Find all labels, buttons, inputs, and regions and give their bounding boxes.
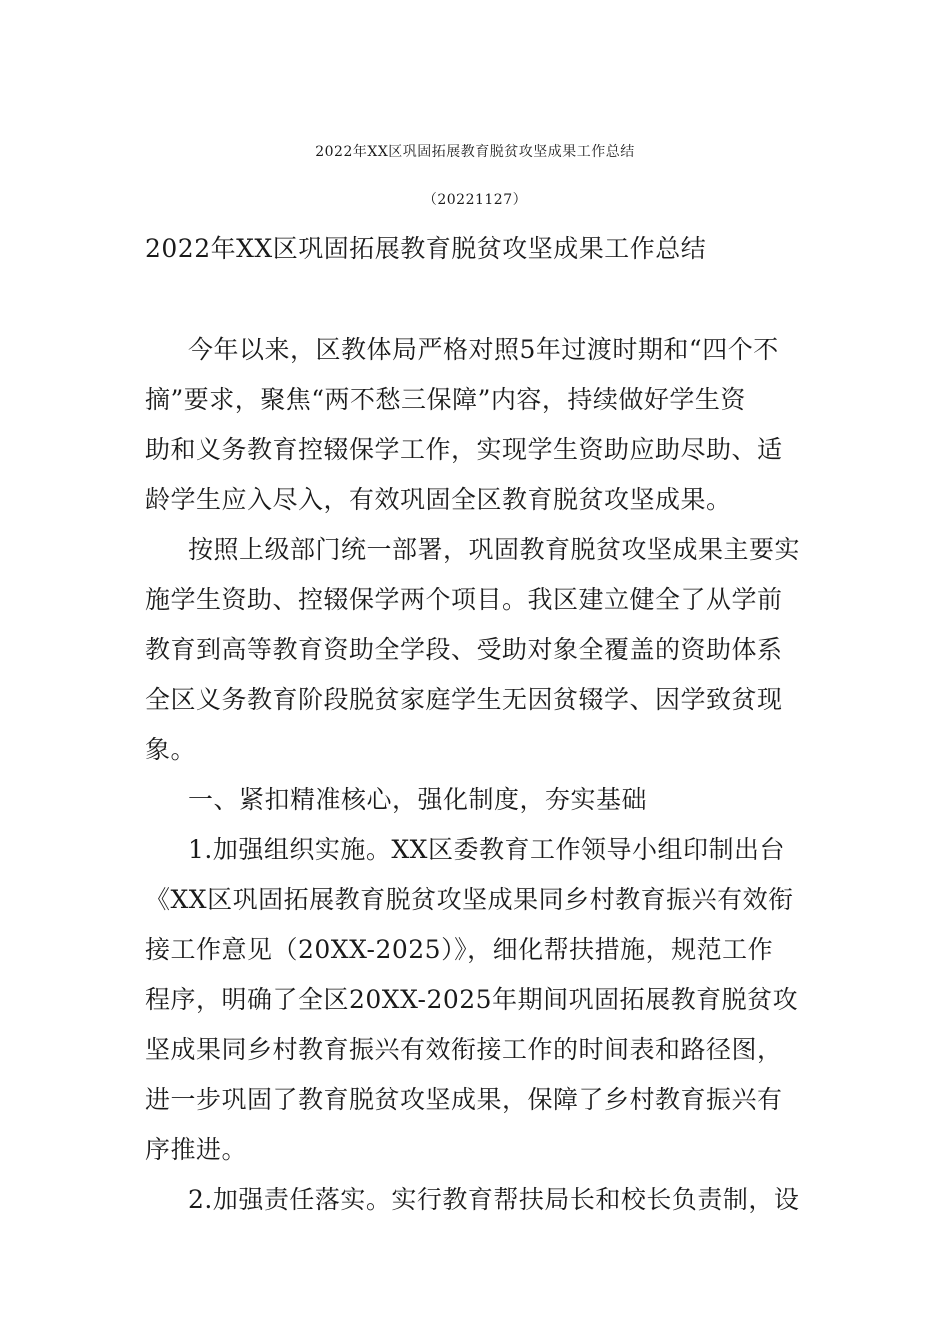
body-line: 接工作意见（20XX-2025）》，细化帮扶措施，规范工作: [145, 935, 774, 964]
section-heading: 一、紧扣精准核心，强化制度，夯实基础: [188, 785, 648, 814]
body-line: 坚成果同乡村教育振兴有效衔接工作的时间表和路径图，: [145, 1035, 783, 1064]
body-line: 摘”要求，聚焦“两不愁三保障”内容，持续做好学生资: [145, 385, 746, 414]
body-line: 2.加强责任落实。实行教育帮扶局长和校长负责制，设: [188, 1185, 800, 1214]
body-line: 全区义务教育阶段脱贫家庭学生无因贫辍学、因学致贫现: [145, 685, 783, 714]
body-line: 今年以来，区教体局严格对照5年过渡时期和“四个不: [188, 335, 779, 364]
body-line: 教育到高等教育资助全学段、受助对象全覆盖的资助体系: [145, 635, 783, 664]
body-line: 龄学生应入尽入，有效巩固全区教育脱贫攻坚成果。: [145, 485, 732, 514]
document-subtitle: 2022年XX区巩固拓展教育脱贫攻坚成果工作总结: [145, 234, 707, 263]
body-line: 序推进。: [145, 1135, 248, 1164]
body-line: 《XX区巩固拓展教育脱贫攻坚成果同乡村教育振兴有效衔: [145, 885, 794, 914]
body-line: 1.加强组织实施。XX区委教育工作领导小组印制出台: [188, 835, 785, 864]
body-line: 按照上级部门统一部署，巩固教育脱贫攻坚成果主要实: [188, 535, 801, 564]
body-line: 程序，明确了全区20XX-2025年期间巩固拓展教育脱贫攻: [145, 985, 799, 1014]
document-title: 2022年XX区巩固拓展教育脱贫攻坚成果工作总结: [315, 144, 635, 160]
document-date: （20221127）: [422, 192, 528, 208]
body-line: 施学生资助、控辍保学两个项目。我区建立健全了从学前: [145, 585, 783, 614]
body-line: 助和义务教育控辍保学工作，实现学生资助应助尽助、适: [145, 435, 783, 464]
body-line: 象。: [145, 735, 197, 764]
body-line: 进一步巩固了教育脱贫攻坚成果，保障了乡村教育振兴有: [145, 1085, 783, 1114]
